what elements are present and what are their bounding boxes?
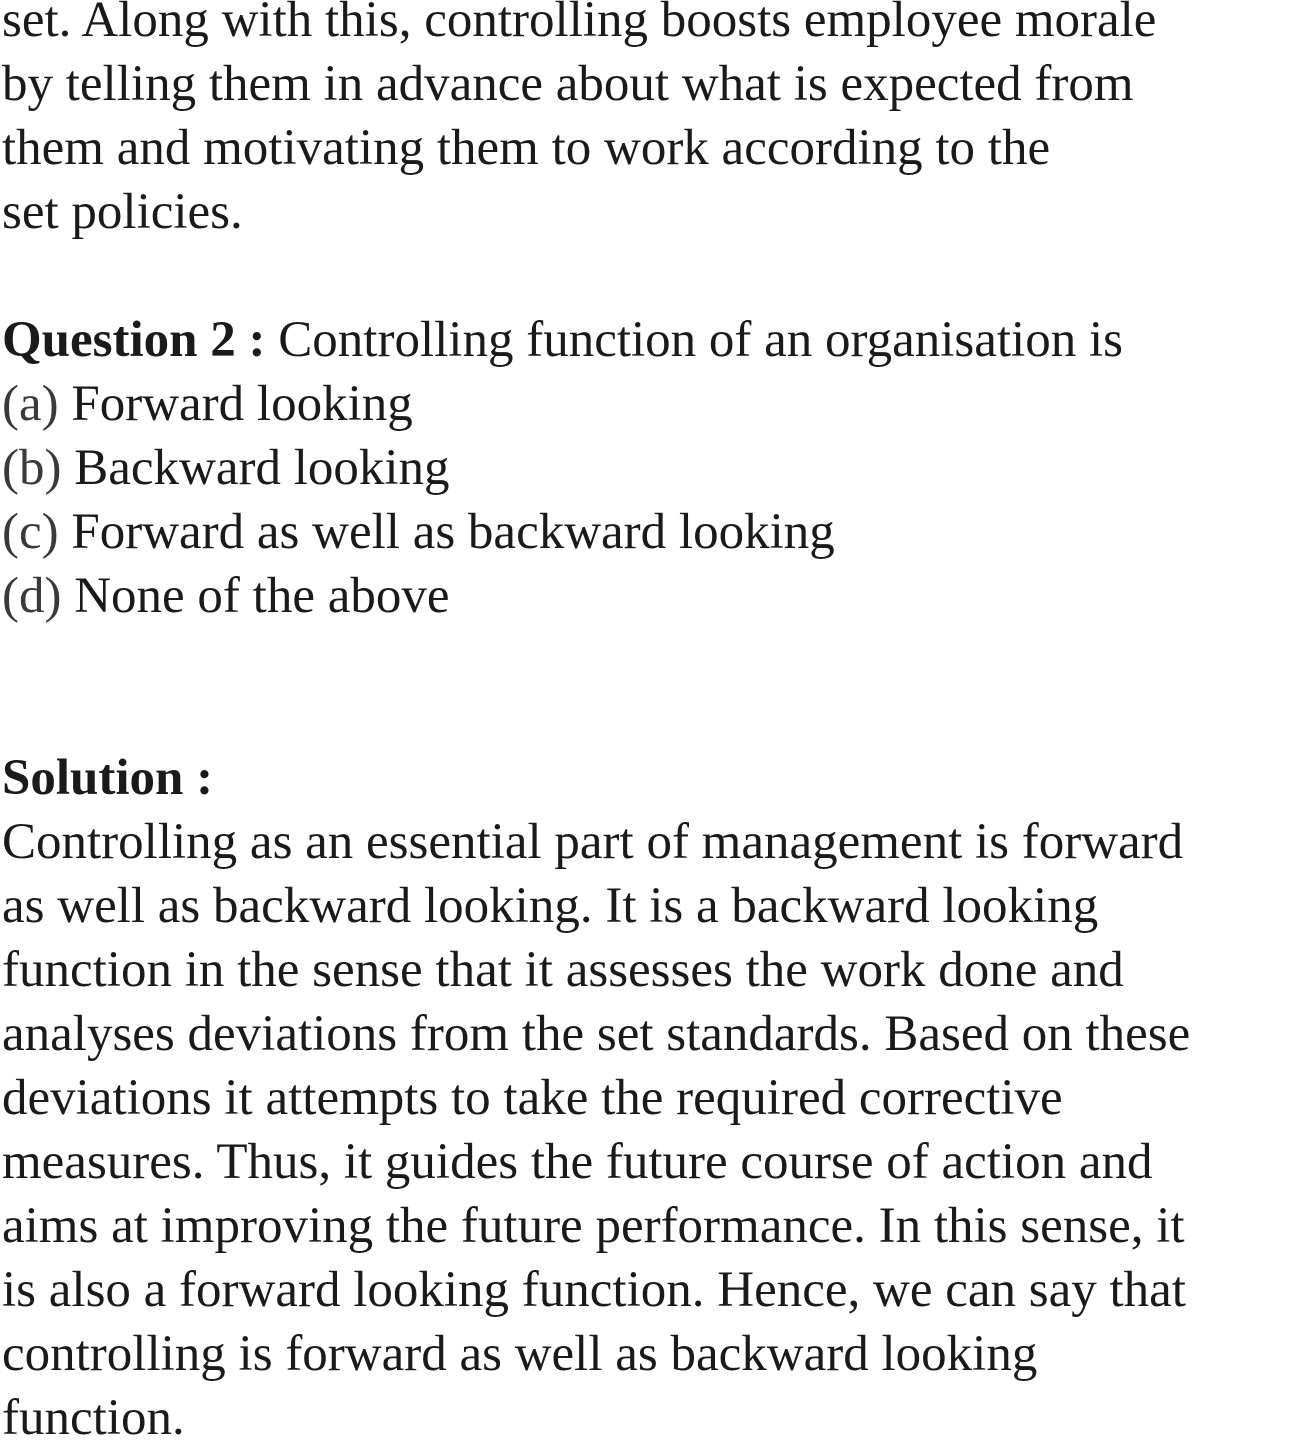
question-label: Question 2 : (2, 312, 266, 368)
solution-line-3: function in the sense that it assesses the work done and (2, 942, 1124, 998)
intro-line-2: by telling them in advance about what is expected from (2, 56, 1134, 112)
solution-line-8: is also a forward looking function. Hence, we can say that (2, 1262, 1186, 1318)
option-d-text: None of the above (61, 568, 450, 624)
solution-line-1: Controlling as an essential part of management is forward (2, 814, 1184, 870)
option-b-text: Backward looking (61, 440, 450, 496)
solution-heading: Solution : (2, 750, 214, 806)
intro-line-4: set policies. (2, 184, 243, 240)
solution-line-4: analyses deviations from the set standards. Based on these (2, 1006, 1191, 1062)
intro-line-3: them and motivating them to work according to the (2, 120, 1051, 176)
solution-line-6: measures. Thus, it guides the future course of action and (2, 1134, 1153, 1190)
question-heading (2, 308, 1123, 372)
solution-line-10: function. (2, 1390, 185, 1446)
option-d-letter: (d) (2, 568, 62, 624)
option-b-letter: (b) (2, 440, 62, 496)
solution-line-9: controlling is forward as well as backward looking (2, 1326, 1038, 1382)
intro-line-1: set. Along with this, controlling boosts employee morale (2, 0, 1157, 48)
option-c-text: Forward as well as backward looking (58, 504, 835, 560)
solution-line-7: aims at improving the future performance. In this sense, it (2, 1198, 1185, 1254)
option-d (2, 564, 450, 628)
option-c (2, 500, 835, 564)
option-c-letter: (c) (2, 504, 59, 560)
option-b (2, 436, 450, 500)
question-text: Controlling function of an organisation is (265, 312, 1123, 368)
option-a-text: Forward looking (58, 376, 413, 432)
option-a-letter: (a) (2, 376, 59, 432)
option-a (2, 372, 413, 436)
solution-line-5: deviations it attempts to take the required corrective (2, 1070, 1063, 1126)
solution-line-2: as well as backward looking. It is a backward looking (2, 878, 1099, 934)
